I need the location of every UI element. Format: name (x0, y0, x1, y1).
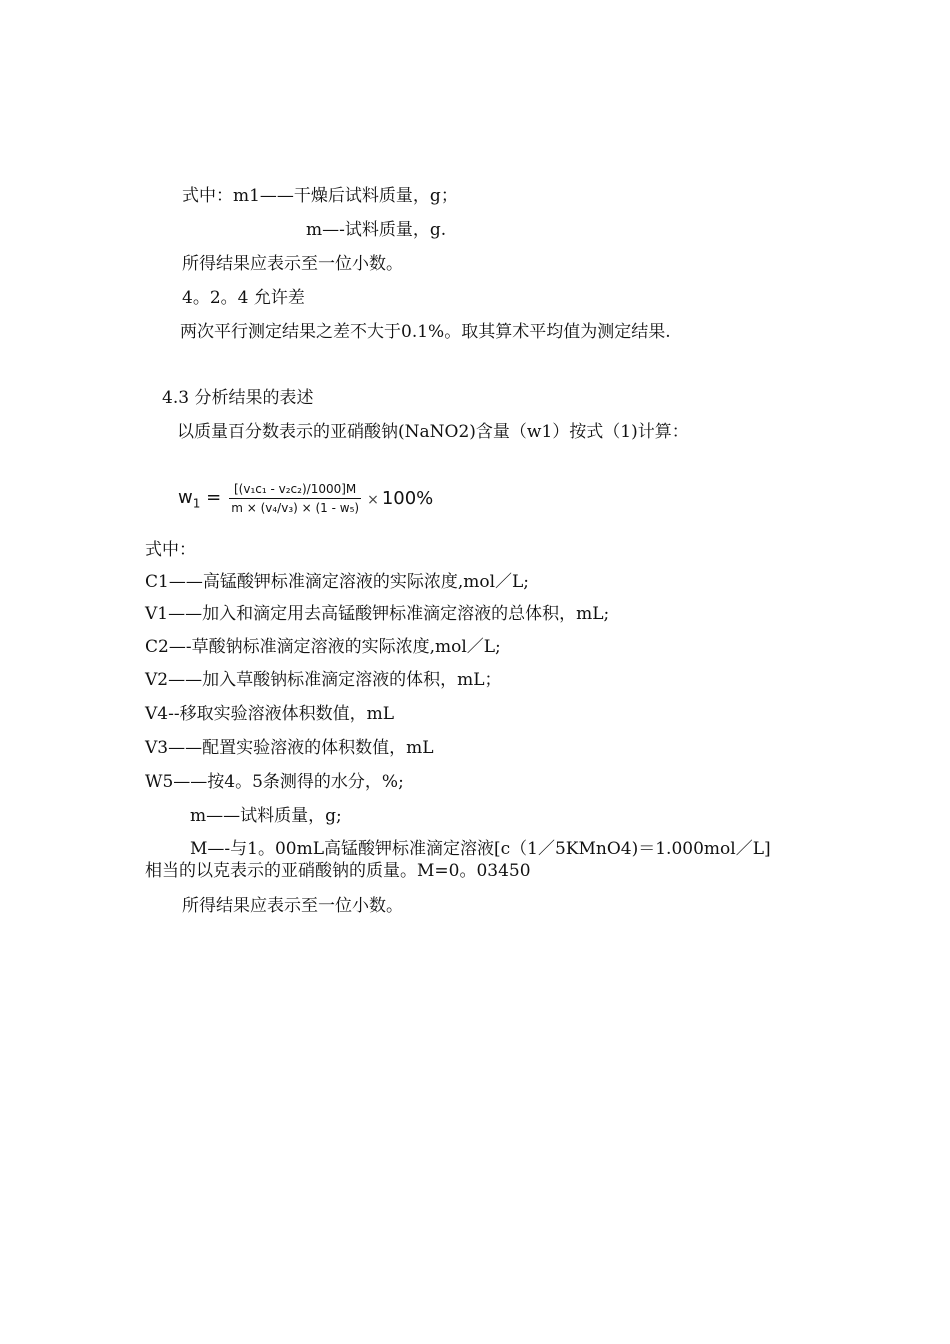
definition-line: V4--移取实验溶液体积数值，mL (145, 704, 394, 724)
formula-rhs: × 100% (367, 488, 434, 509)
text-line: m—-试料质量，g. (306, 220, 447, 240)
text-line: 以质量百分数表示的亚硝酸钠(NaNO2)含量（w1）按式（1)计算： (177, 422, 689, 442)
definition-line: W5——按4。5条测得的水分，%; (145, 772, 404, 792)
formula (178, 482, 433, 515)
text-line: 式中： (145, 540, 196, 560)
definition-line: C1——高锰酸钾标准滴定溶液的实际浓度,mol／L; (145, 572, 530, 592)
definition-line: V2——加入草酸钠标准滴定溶液的体积，mL； (145, 670, 502, 690)
text-line: 式中：m1——干燥后试料质量，g； (182, 186, 458, 206)
formula-fraction (229, 482, 361, 515)
definition-line: 相当的以克表示的亚硝酸钠的质量。M=0。03450 (145, 861, 531, 881)
formula-numerator: [(v₁c₁ - v₂c₂)/1000]M (234, 482, 357, 496)
text-line: 所得结果应表示至一位小数。 (182, 254, 403, 274)
definition-line: V3——配置实验溶液的体积数值，mL (145, 738, 434, 758)
formula-lhs: $w_1$ = (178, 486, 222, 511)
formula-denominator: m × (v₄/v₃) × (1 - w₅) (229, 498, 361, 515)
section-heading: 4。2。4 允许差 (182, 288, 305, 308)
text-line: 所得结果应表示至一位小数。 (182, 896, 403, 916)
definition-line: C2—-草酸钠标准滴定溶液的实际浓度,mol／L; (145, 637, 501, 657)
definition-line: V1——加入和滴定用去高锰酸钾标准滴定溶液的总体积，mL; (145, 604, 610, 624)
definition-line: M—-与1。00mL高锰酸钾标准滴定溶液[c（1／5KMnO4)＝1.000mol／L] (190, 839, 771, 859)
text-line: 两次平行测定结果之差不大于0.1%。取其算术平均值为测定结果. (180, 322, 671, 342)
definition-line: m——试料质量，g; (190, 806, 342, 826)
section-heading: 4.3 分析结果的表述 (162, 388, 314, 408)
